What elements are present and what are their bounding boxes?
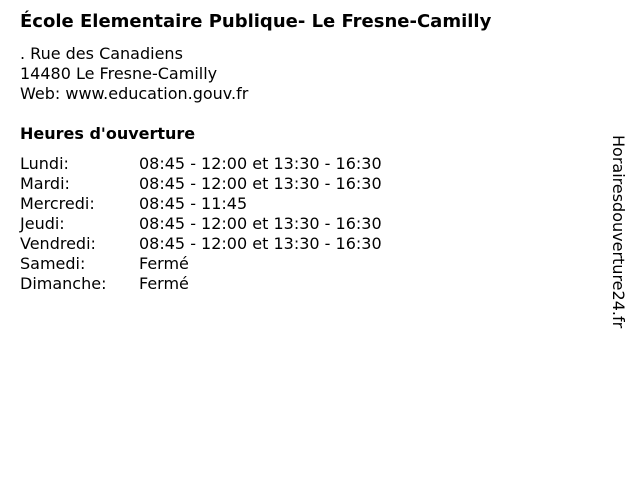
day-label: Jeudi: bbox=[20, 214, 65, 233]
time-value: 08:45 - 12:00 et 13:30 - 16:30 bbox=[139, 214, 382, 233]
time-value: Fermé bbox=[139, 274, 189, 293]
time-value: Fermé bbox=[139, 254, 189, 273]
school-name: École Elementaire Publique- Le Fresne-Camilly bbox=[20, 11, 492, 32]
day-label: Mercredi: bbox=[20, 194, 95, 213]
time-value: 08:45 - 11:45 bbox=[139, 194, 248, 213]
website-link[interactable]: Web: www.education.gouv.fr bbox=[20, 84, 249, 103]
address-street: . Rue des Canadiens bbox=[20, 44, 183, 63]
address-block bbox=[20, 44, 248, 104]
day-label: Mardi: bbox=[20, 174, 70, 193]
site-watermark: Horairesdouverture24.fr bbox=[609, 135, 628, 329]
day-label: Dimanche: bbox=[20, 274, 107, 293]
time-value: 08:45 - 12:00 et 13:30 - 16:30 bbox=[139, 154, 382, 173]
day-label: Samedi: bbox=[20, 254, 86, 273]
day-label: Vendredi: bbox=[20, 234, 96, 253]
opening-hours-heading: Heures d'ouverture bbox=[20, 124, 196, 143]
time-value: 08:45 - 12:00 et 13:30 - 16:30 bbox=[139, 174, 382, 193]
day-label: Lundi: bbox=[20, 154, 69, 173]
address-city: 14480 Le Fresne-Camilly bbox=[20, 64, 218, 83]
time-value: 08:45 - 12:00 et 13:30 - 16:30 bbox=[139, 234, 382, 253]
